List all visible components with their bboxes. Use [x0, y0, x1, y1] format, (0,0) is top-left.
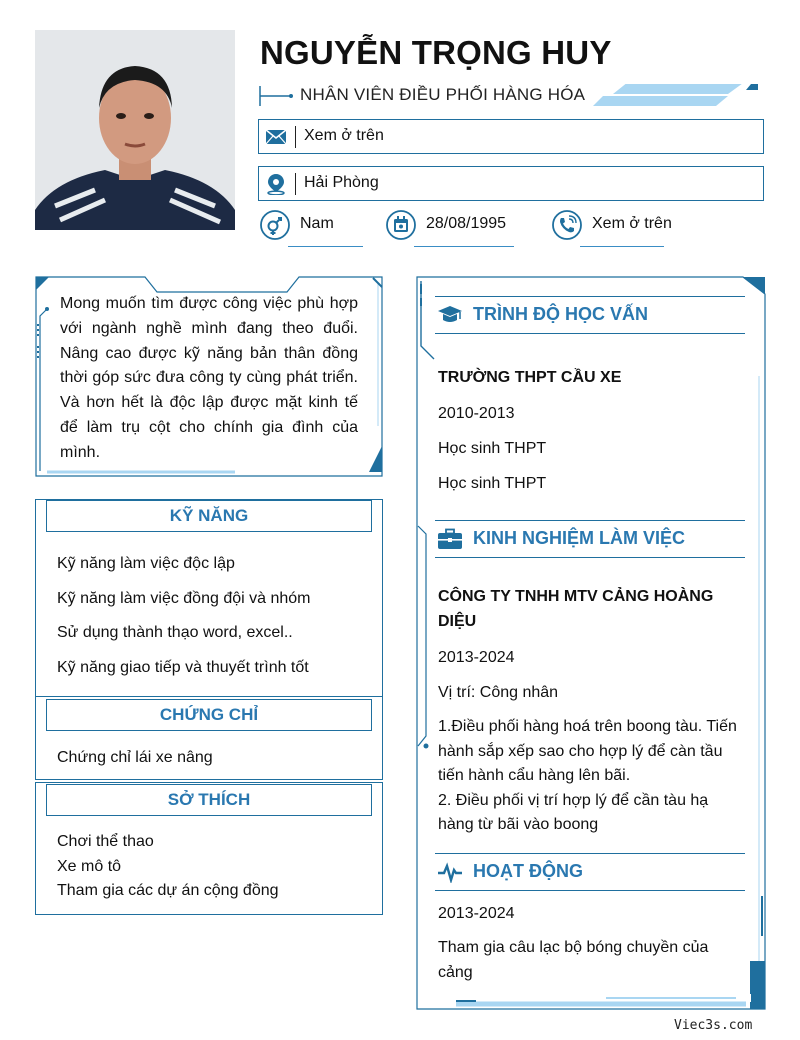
phone-item [552, 210, 672, 250]
skills-heading: KỸ NĂNG [46, 500, 372, 532]
skill-item: Sử dụng thành thạo word, excel.. [57, 624, 293, 641]
experience-period: 2013-2024 [438, 649, 515, 666]
education-line: Học sinh THPT [438, 440, 547, 457]
experience-position: Vị trí: Công nhân [438, 684, 559, 701]
activities-heading: HOẠT ĐỘNG [473, 861, 583, 881]
skill-item: Kỹ năng làm việc độc lập [57, 555, 235, 572]
experience-company: CÔNG TY TNHH MTV CẢNG HOÀNG DIỆU [438, 588, 714, 630]
activities-heading-bar [435, 853, 745, 891]
birthday-item [386, 210, 516, 250]
candidate-name: NGUYỄN TRỌNG HUY [260, 34, 612, 71]
gender-item [260, 210, 365, 250]
email-value: Xem ở trên [304, 127, 384, 144]
certificates-heading: CHỨNG CHỈ [46, 699, 372, 731]
experience-heading: KINH NGHIỆM LÀM VIỆC [473, 528, 686, 548]
experience-heading-bar [435, 520, 745, 558]
hobbies-section [35, 782, 383, 915]
footer-site: Viec3s.com [674, 1018, 753, 1033]
education-line: Học sinh THPT [438, 475, 547, 492]
briefcase-icon [437, 528, 463, 550]
objective-text: Mong muốn tìm được công việc phù hợp với ngành nghề mình đang theo đuổi. Nâng cao được kỹ năng bản thân đồng thời góp sức đưa công ty cùng phát triển. Và hơn hết là độc lập được mặt kinh tế để làm trụ cột cho chính gia đình của mình. [60, 295, 358, 461]
activities-description: Tham gia câu lạc bộ bóng chuyền của cảng [438, 939, 709, 981]
activities-period: 2013-2024 [438, 905, 515, 922]
address-field [258, 166, 764, 201]
education-period: 2010-2013 [438, 405, 515, 422]
hobby-item: Chơi thể thao [57, 833, 154, 850]
education-school: TRƯỜNG THPT CẦU XE [438, 369, 622, 386]
email-field [258, 119, 764, 154]
hobby-item: Xe mô tô [57, 858, 122, 875]
heartbeat-icon [437, 861, 463, 883]
phone-icon [552, 210, 582, 240]
envelope-icon [265, 126, 287, 148]
hobbies-heading: SỞ THÍCH [46, 784, 372, 816]
gender-icon [260, 210, 290, 240]
job-title: NHÂN VIÊN ĐIỀU PHỐI HÀNG HÓA [300, 85, 586, 104]
profile-photo [35, 30, 235, 230]
certificates-section [35, 696, 383, 780]
gender-value: Nam [300, 215, 334, 232]
skill-item: Kỹ năng giao tiếp và thuyết trình tốt [57, 659, 309, 676]
hobby-item: Tham gia các dự án cộng đồng [57, 882, 279, 899]
certificate-item: Chứng chỉ lái xe nâng [57, 749, 213, 766]
calendar-icon [386, 210, 416, 240]
experience-description: 1.Điều phối hàng hoá trên boong tàu. Tiến hành sắp xếp sao cho hợp lý để càn tầu tiến hành cẩu hàng lên bãi. 2. Điều phối vị trí hợp lý để cần tàu hạ hàng từ bãi vào boong [438, 718, 737, 834]
education-heading-bar [435, 296, 745, 334]
skills-section [35, 499, 383, 697]
phone-value: Xem ở trên [592, 215, 672, 232]
birthday-value: 28/08/1995 [426, 215, 507, 232]
location-pin-icon [265, 173, 287, 195]
address-value: Hải Phòng [304, 174, 379, 191]
graduation-cap-icon [437, 304, 463, 326]
education-heading: TRÌNH ĐỘ HỌC VẤN [473, 304, 648, 324]
skill-item: Kỹ năng làm việc đồng đội và nhóm [57, 590, 311, 607]
